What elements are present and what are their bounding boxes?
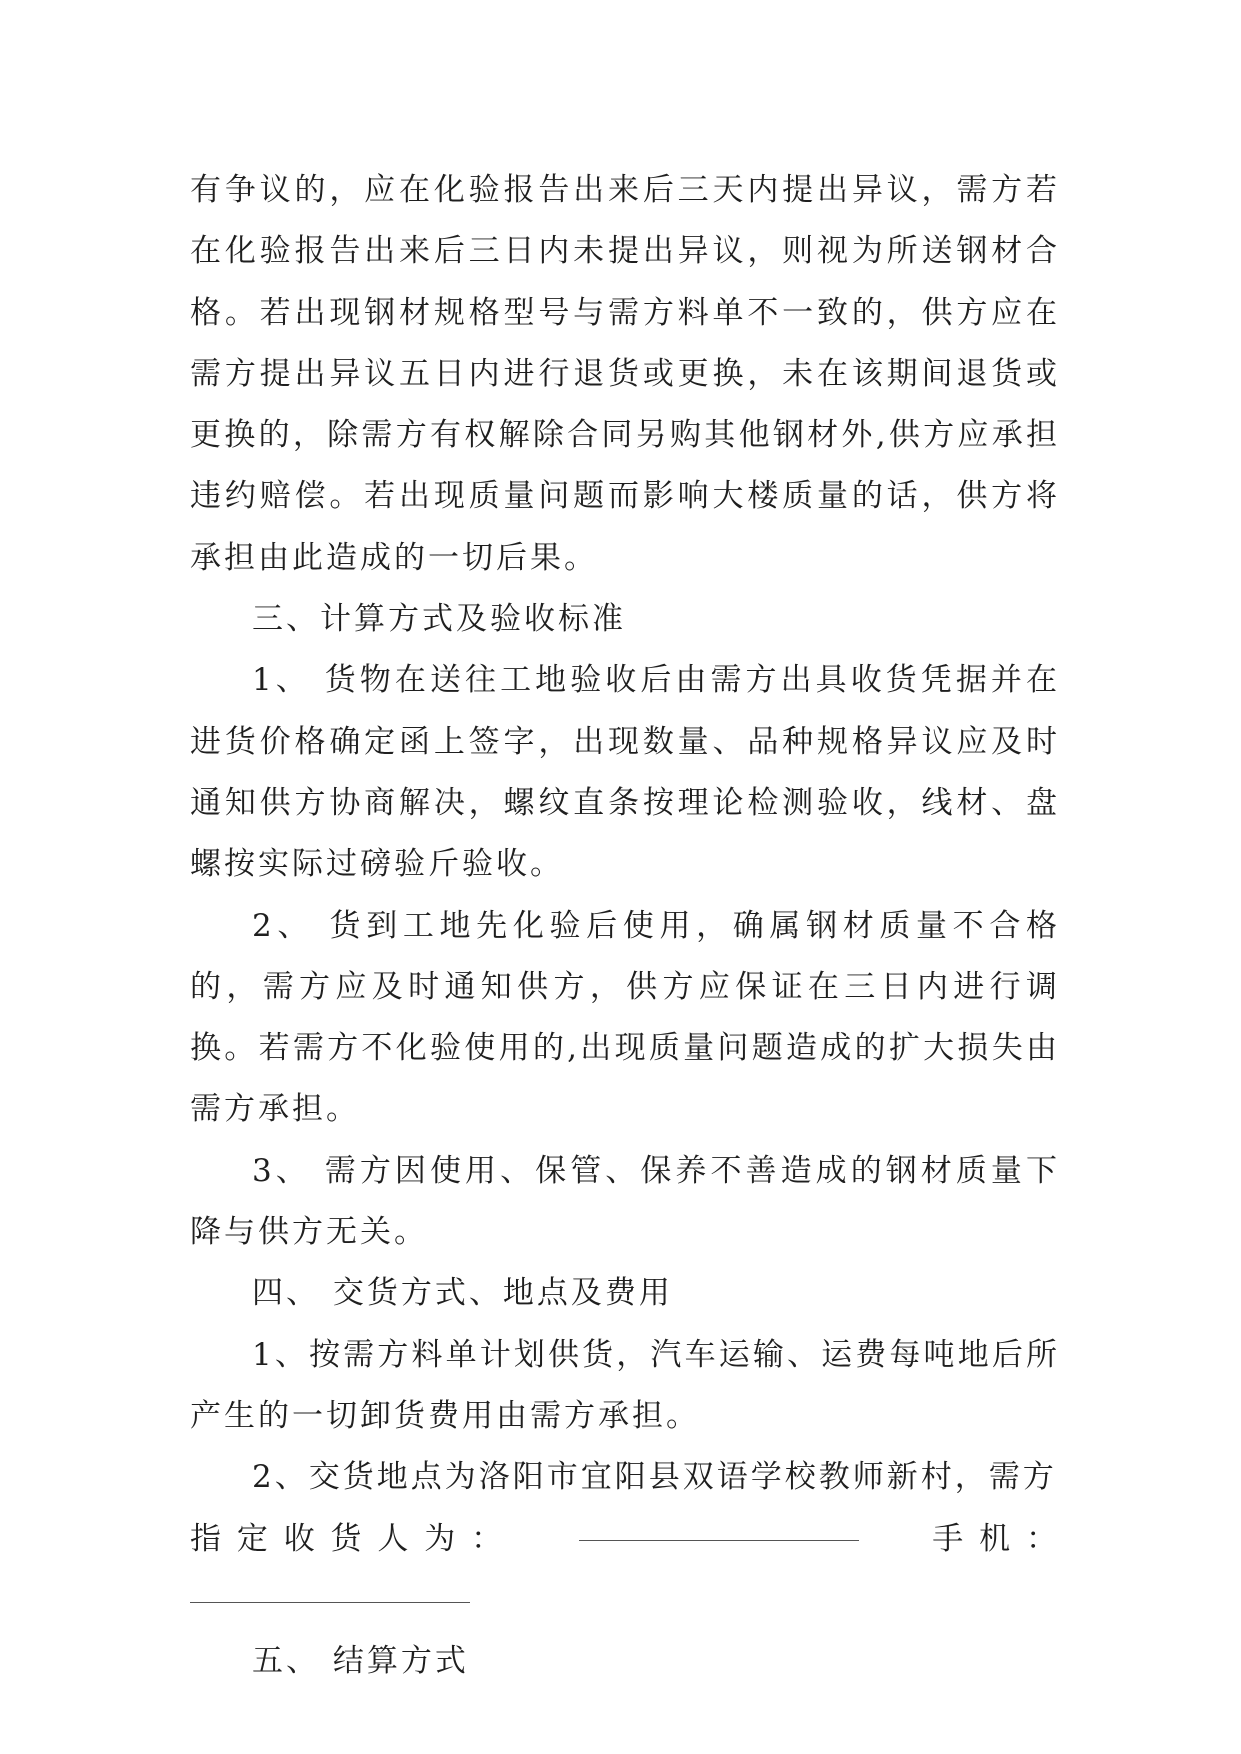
- clause-4-1: 1、按需方料单计划供货，汽车运输、运费每吨地后所产生的一切卸货费用由需方承担。: [190, 1336, 1060, 1434]
- clause-3-3: 3、 需方因使用、保管、保养不善造成的钢材质量下降与供方无关。: [190, 1152, 1060, 1251]
- receiver-blank: [579, 1540, 859, 1541]
- clause-3-2: 2、 货到工地先化验后使用，确属钢材质量不合格的，需方应及时通知供方，供方应保证在三日内进行调换。若需方不化验使用的,出现质量问题造成的扩大损失由需方承担。: [190, 907, 1060, 1128]
- phone-blank: [190, 1602, 470, 1603]
- heading-delivery: 四、 交货方式、地点及费用: [252, 1275, 673, 1312]
- heading-settlement: 五、 结算方式: [252, 1643, 469, 1680]
- clause-3-1: 1、 货物在送往工地验收后由需方出具收货凭据并在进货价格确定函上签字，出现数量、品种规格异议应及时通知供方协商解决，螺纹直条按理论检测验收，线材、盘螺按实际过磅验斤验收。: [190, 662, 1060, 883]
- contract-text: [190, 160, 1060, 1692]
- clause-4-2: 2、交货地点为洛阳市宜阳县双语学校教师新村，需方: [252, 1459, 1057, 1496]
- heading-calculation-acceptance: 三、计算方式及验收标准: [252, 601, 626, 638]
- receiver-label: 指 定 收 货 人 为 ：: [190, 1520, 506, 1557]
- receiver-line: [190, 1509, 1060, 1570]
- phone-blank-row: [190, 1570, 1060, 1631]
- paragraph-dispute: 有争议的，应在化验报告出来后三天内提出异议，需方若在化验报告出来后三日内未提出异议，则视为所送钢材合格。若出现钢材规格型号与需方料单不一致的，供方应在需方提出异议五日内进行退货或更换，未在该期间退货或更换的，除需方有权解除合同另购其他钢材外,供方应承担违约赔偿。若出现质量问题而影响大楼质量的话，供方将承担由此造成的一切后果。: [190, 172, 1060, 576]
- phone-label: 手 机 ：: [932, 1520, 1060, 1557]
